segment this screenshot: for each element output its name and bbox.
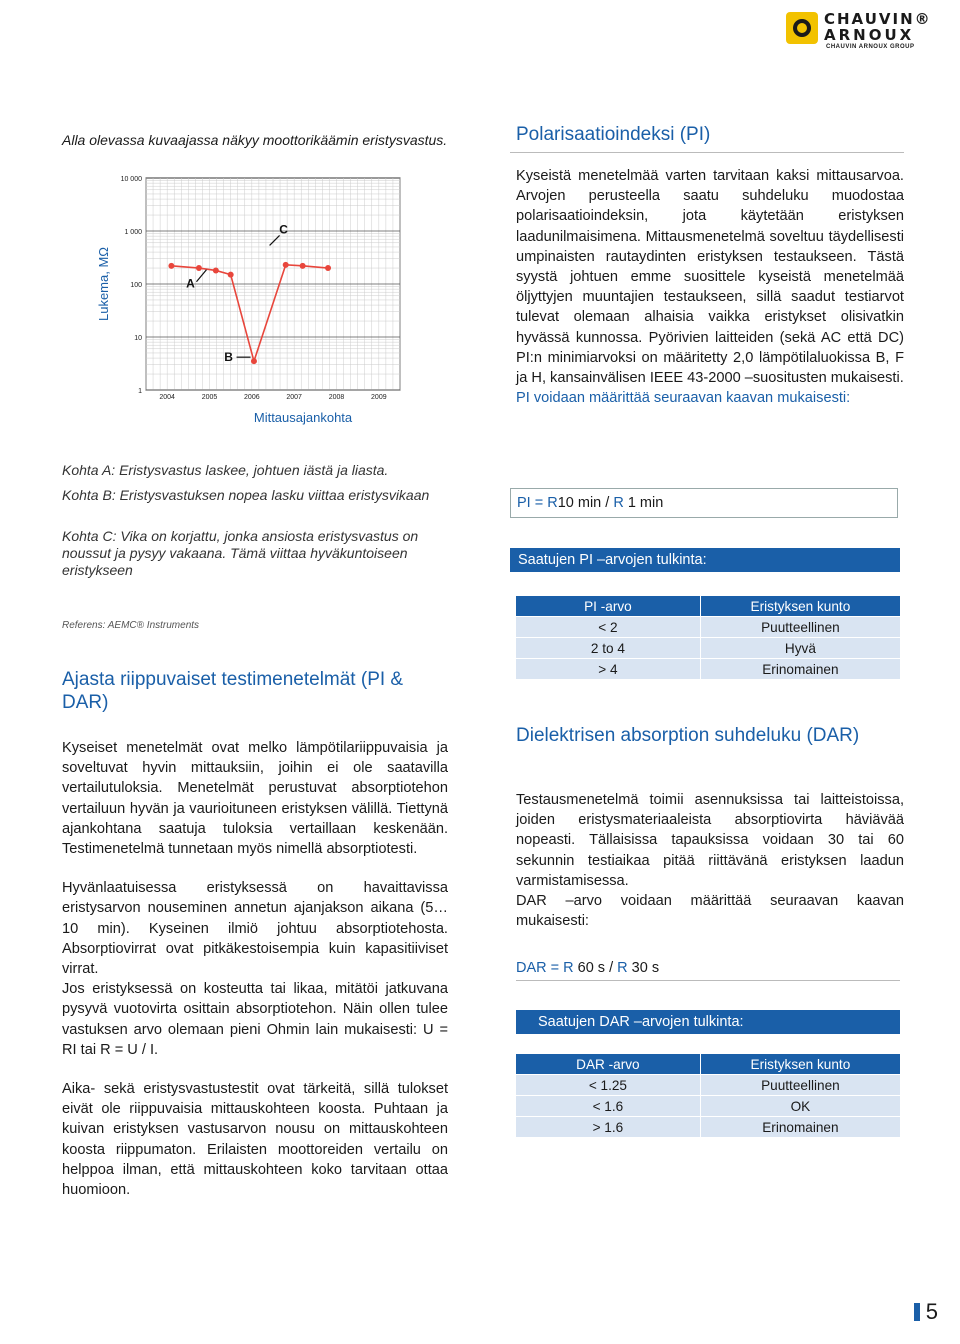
dar-formula-part5: 30 s: [627, 960, 660, 976]
dar-table-cell: < 1.25: [516, 1075, 700, 1096]
pi-table-row: [516, 638, 900, 659]
dar-heading: Dielektrisen absorption suhdeluku (DAR): [516, 725, 860, 746]
pi-table-row: [516, 617, 900, 638]
data-point: [325, 265, 331, 271]
pi-formula-lead: PI voidaan määrittää seuraavan kaavan mukaisesti:: [516, 390, 851, 407]
pi-table-cell: < 2: [516, 617, 700, 638]
annotation-label: B: [224, 350, 233, 365]
annotation-label: A: [186, 276, 195, 291]
data-point: [300, 263, 306, 269]
page-number: 5: [925, 1299, 938, 1324]
dar-table-row: [516, 1075, 900, 1096]
dar-formula: [516, 960, 659, 976]
point-b-description: Kohta B: Eristysvastuksen nopea lasku viittaa eristysvikaan: [62, 487, 430, 503]
x-tick-label: 2005: [201, 394, 218, 401]
methods-paragraph-4: Aika- sekä eristysvastustestit ovat tärkeitä, sillä tulokset eivät ole riippuvaisia mittauskohteen koosta. Puhtaan ja kuivan eristyksen vastusarvon nousu on mittauskohteen koosta riippumaton. Erilaisten moottoreiden vertailu on helppoa ilman, että mittauskohteen koko tarvitaan ottaa huomioon.: [62, 1081, 448, 1199]
x-tick-label: 2006: [244, 394, 260, 401]
methods-section: [62, 668, 452, 714]
pi-table-cell: 2 to 4: [516, 638, 700, 659]
pi-interpretation-band: Saatujen PI –arvojen tulkinta:: [510, 548, 900, 572]
dar-formula-part1: DAR = R: [516, 960, 574, 976]
dar-table: [516, 1054, 900, 1138]
pi-header-cell: PI -arvo: [516, 596, 700, 617]
pi-description: Kyseistä menetelmää varten tarvitaan kaksi mittausarvoa. Arvojen perusteella saatu suhdeluku muodostaa polarisaatioindeksin, jota käytetään eristyksen laadunilmaisimena. Mittausmenetelmä soveltuu täydellisesti umpinaisten rautaydinten eristyksen testaukseen. Tästä syystä johtuen emme suosittele kyseistä menetelmää öljyttyjen muuntajien testaukseen, sillä saadut testiarvot tulevat olemaan alhaisia vaikka eristykset olisivatkin hyvässä kunnossa. Pyörivien laitteiden (sekä AC että DC) PI:n minimiarvoksi on määritetty 2,0 lämpötilaluokissa B, F ja H, kansainvälisen IEEE 43-2000 –suositusten mukaisesti.: [516, 168, 904, 387]
dar-table-cell: OK: [700, 1096, 900, 1117]
pi-table-cell: Hyvä: [700, 638, 900, 659]
dar-heading-wrap: [516, 724, 896, 747]
pi-header-row: [516, 596, 900, 617]
dar-table-cell: < 1.6: [516, 1096, 700, 1117]
pi-formula-box: [510, 488, 898, 518]
dar-interpretation-band: Saatujen DAR –arvojen tulkinta:: [516, 1010, 900, 1034]
logo-mark-icon: [786, 12, 818, 44]
reference-note: Referens: AEMC® Instruments: [62, 620, 200, 631]
x-tick-label: 2004: [159, 394, 175, 401]
y-axis-label: Lukema, MΩ: [96, 246, 111, 322]
methods-paragraph-3: Jos eristyksessä on kosteutta tai likaa, mitätöi jatkuvana pysyvä vuotovirta osittain absorptiotehon. Näin ollen tulee vastuksen arvo olemaan pieni Ohmin lain mukaisesti: U = RI tai R = U / I.: [62, 981, 448, 1058]
x-tick-label: 2008: [328, 394, 345, 401]
pi-title-bar: [510, 116, 904, 153]
logo-text-line3: CHAUVIN ARNOUX GROUP: [826, 44, 915, 50]
methods-text: [62, 738, 448, 1200]
data-point: [168, 263, 174, 269]
dar-description: Testausmenetelmä toimii asennuksissa tai laitteistoissa, joiden eristysmateriaaleista absorptiovirta häviävää nopeasti. Tällaisissa tapauksissa voidaan 30 tai 60 sekunnin testiaikaa pitää riittävänä eristyksen laadun varmistamisessa.: [516, 792, 904, 889]
methods-paragraph-1: Kyseiset menetelmät ovat melko lämpötilariippuvaisia ja soveltuvat hyvin mittauksiin, joihin ei ole saatavilla vertailutuloksia. Menetelmät perustuvat absorptiotehon vertailuun hyvän ja vaurioituneen eristyksen välillä. Tiettynä ajankohtana saatuja tuloksia vertaillaan keskenään. Testimenetelmä tunnetaan myös nimellä absorptiotesti.: [62, 740, 448, 858]
pi-table-row: [516, 659, 900, 680]
dar-table-cell: Puutteellinen: [700, 1075, 900, 1096]
x-tick-label: 2007: [286, 394, 302, 401]
y-tick-label: 1 000: [124, 229, 142, 236]
dar-table-cell: > 1.6: [516, 1117, 700, 1138]
dar-table-cell: Erinomainen: [700, 1117, 900, 1138]
y-tick-label: 100: [130, 282, 142, 289]
x-axis-label: Mittausajankohta: [253, 410, 353, 425]
pi-formula-part4: R: [613, 495, 624, 511]
pi-header-cell: Eristyksen kunto: [700, 596, 900, 617]
pi-table-cell: Puutteellinen: [700, 617, 900, 638]
chauvin-arnoux-logo: [786, 10, 936, 52]
dar-formula-part4: R: [617, 960, 628, 976]
logo-text-line2: ARNOUX: [824, 26, 915, 44]
pi-title: Polarisaatioindeksi (PI): [516, 124, 711, 145]
pi-table-cell: > 4: [516, 659, 700, 680]
point-c-description: Kohta C: Vika on korjattu, jonka ansiosta eristysvastus on noussut ja pysyy vakaana. Tämä viittaa hyväkuntoiseen eristykseen: [62, 528, 419, 578]
dar-section: [516, 790, 904, 931]
pi-formula-part2: 10 min: [557, 495, 602, 511]
dar-formula-lead: DAR –arvo voidaan määrittää seuraavan kaavan mukaisesti:: [516, 893, 904, 930]
logo-text-line1: CHAUVIN®: [824, 10, 932, 28]
x-tick-label: 2009: [371, 394, 387, 401]
data-point: [213, 267, 219, 273]
pi-formula-part5: 1 min: [623, 495, 664, 511]
y-tick-label: 10: [134, 335, 142, 342]
dar-table-row: [516, 1117, 900, 1138]
point-a-description: Kohta A: Eristysvastus laskee, johtuen iästä ja liasta.: [62, 462, 389, 478]
pi-section: [516, 166, 904, 408]
methods-paragraph-2: Hyvänlaatuisessa eristyksessä on havaittavissa eristysarvon nouseminen annetun ajanjakson aikana (5…10 min). Kyseinen ilmiö johtuu absorptiotehosta. Absorptiovirrat ovat pitkäkestoisempia kuin kapasitiiviset virrat.: [62, 880, 448, 978]
annotation-label: C: [279, 222, 288, 237]
dar-divider: [516, 980, 900, 981]
data-point: [283, 262, 289, 268]
dar-formula-part3: /: [605, 960, 618, 976]
y-tick-label: 1: [138, 388, 142, 395]
dar-header-cell: Eristyksen kunto: [700, 1054, 900, 1075]
y-tick-label: 10 000: [120, 176, 142, 183]
insulation-resistance-chart: [98, 168, 446, 430]
dar-table-row: [516, 1096, 900, 1117]
data-point: [251, 358, 257, 364]
pi-formula-part3: /: [601, 495, 614, 511]
dar-header-row: [516, 1054, 900, 1075]
dar-formula-part2: 60 s: [573, 960, 606, 976]
pi-table: [516, 596, 900, 680]
data-point: [196, 265, 202, 271]
pi-table-cell: Erinomainen: [700, 659, 900, 680]
data-point: [228, 272, 234, 278]
methods-heading: Ajasta riippuvaiset testimenetelmät (PI & DAR): [62, 669, 404, 713]
chart-intro: Alla olevassa kuvaajassa näkyy moottorikäämin eristysvastus.: [62, 132, 448, 148]
dar-header-cell: DAR -arvo: [516, 1054, 700, 1075]
pi-formula-part1: PI = R: [517, 495, 558, 511]
page-number-marker: [914, 1303, 920, 1321]
